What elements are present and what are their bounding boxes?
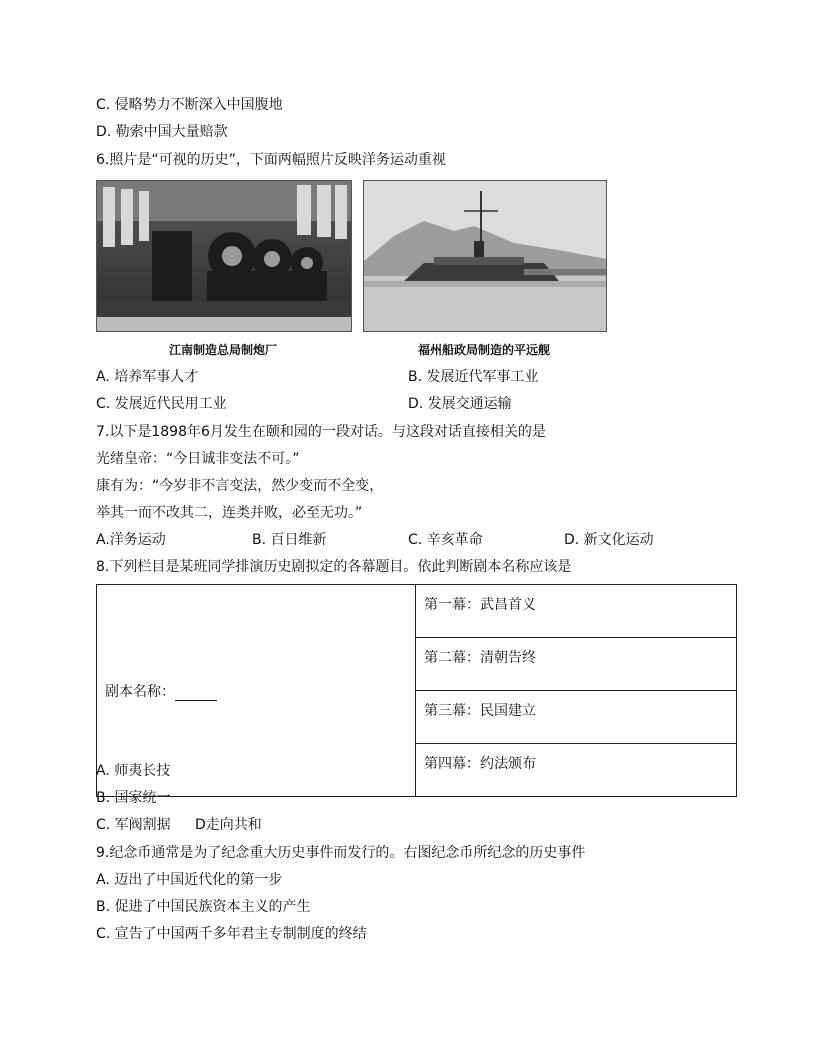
q7-option-d: D. 新文化运动 [564,532,654,548]
q7-stem: 7.以下是1898年6月发生在颐和园的一段对话。与这段对话直接相关的是 [96,424,546,440]
q7-dialogue-line1: 光绪皇帝：“今日诚非变法不可。” [96,451,300,467]
q9-stem: 9.纪念币通常是为了纪念重大历史事件而发行的。右图纪念币所纪念的历史事件 [96,845,586,861]
photo-pingyuan-warship [363,180,607,332]
act-3: 第三幕：民国建立 [416,691,737,744]
q6-option-c: C. 发展近代民用工业 [96,396,227,412]
q6-option-d: D. 发展交通运输 [408,396,512,412]
q7-dialogue-line2: 康有为：“今岁非不言变法，然少变而不全变， [96,478,384,494]
q6-option-a: A. 培养军事人才 [96,369,199,385]
act-1: 第一幕：武昌首义 [416,585,737,638]
q7-option-b: B. 百日维新 [252,532,327,548]
factory-photo-image [97,181,351,331]
q7-option-a: A.洋务运动 [96,532,166,548]
script-name-label: 剧本名称： [105,683,175,700]
q8-stem: 8.下列栏目是某班同学排演历史剧拟定的各幕题目。依此判断剧本名称应该是 [96,559,572,575]
photo-jiangnan-arsenal [96,180,352,332]
act-2: 第二幕：清朝告终 [416,638,737,691]
script-name-blank [175,686,217,701]
photo2-caption: 福州船政局制造的平远舰 [417,343,550,357]
act-4: 第四幕：约法颁布 [416,744,737,797]
q9-option-a: A. 迈出了中国近代化的第一步 [96,872,283,888]
q6-stem: 6.照片是“可视的历史”，下面两幅照片反映洋务运动重视 [96,152,446,168]
q8-option-c: C. 军阀割据 [96,817,171,833]
q9-option-c: C. 宣告了中国两千多年君主专制制度的终结 [96,926,367,942]
warship-photo-image [364,181,606,331]
q8-option-b: B. 国家统一 [96,790,171,806]
q5-option-d: D. 勒索中国大量赔款 [96,124,228,140]
q5-option-c: C. 侵略势力不断深入中国腹地 [96,97,283,113]
q7-dialogue-line3: 举其一而不改其二，连类并败，必至无功。” [96,505,363,521]
q8-option-a: A. 师夷长技 [96,763,171,779]
drama-acts-table [96,584,737,797]
q9-option-b: B. 促进了中国民族资本主义的产生 [96,899,311,915]
q8-option-d: D走向共和 [195,817,262,833]
q7-option-c: C. 辛亥革命 [408,532,483,548]
photo1-caption: 江南制造总局制炮厂 [168,343,277,357]
q6-option-b: B. 发展近代军事工业 [408,369,539,385]
